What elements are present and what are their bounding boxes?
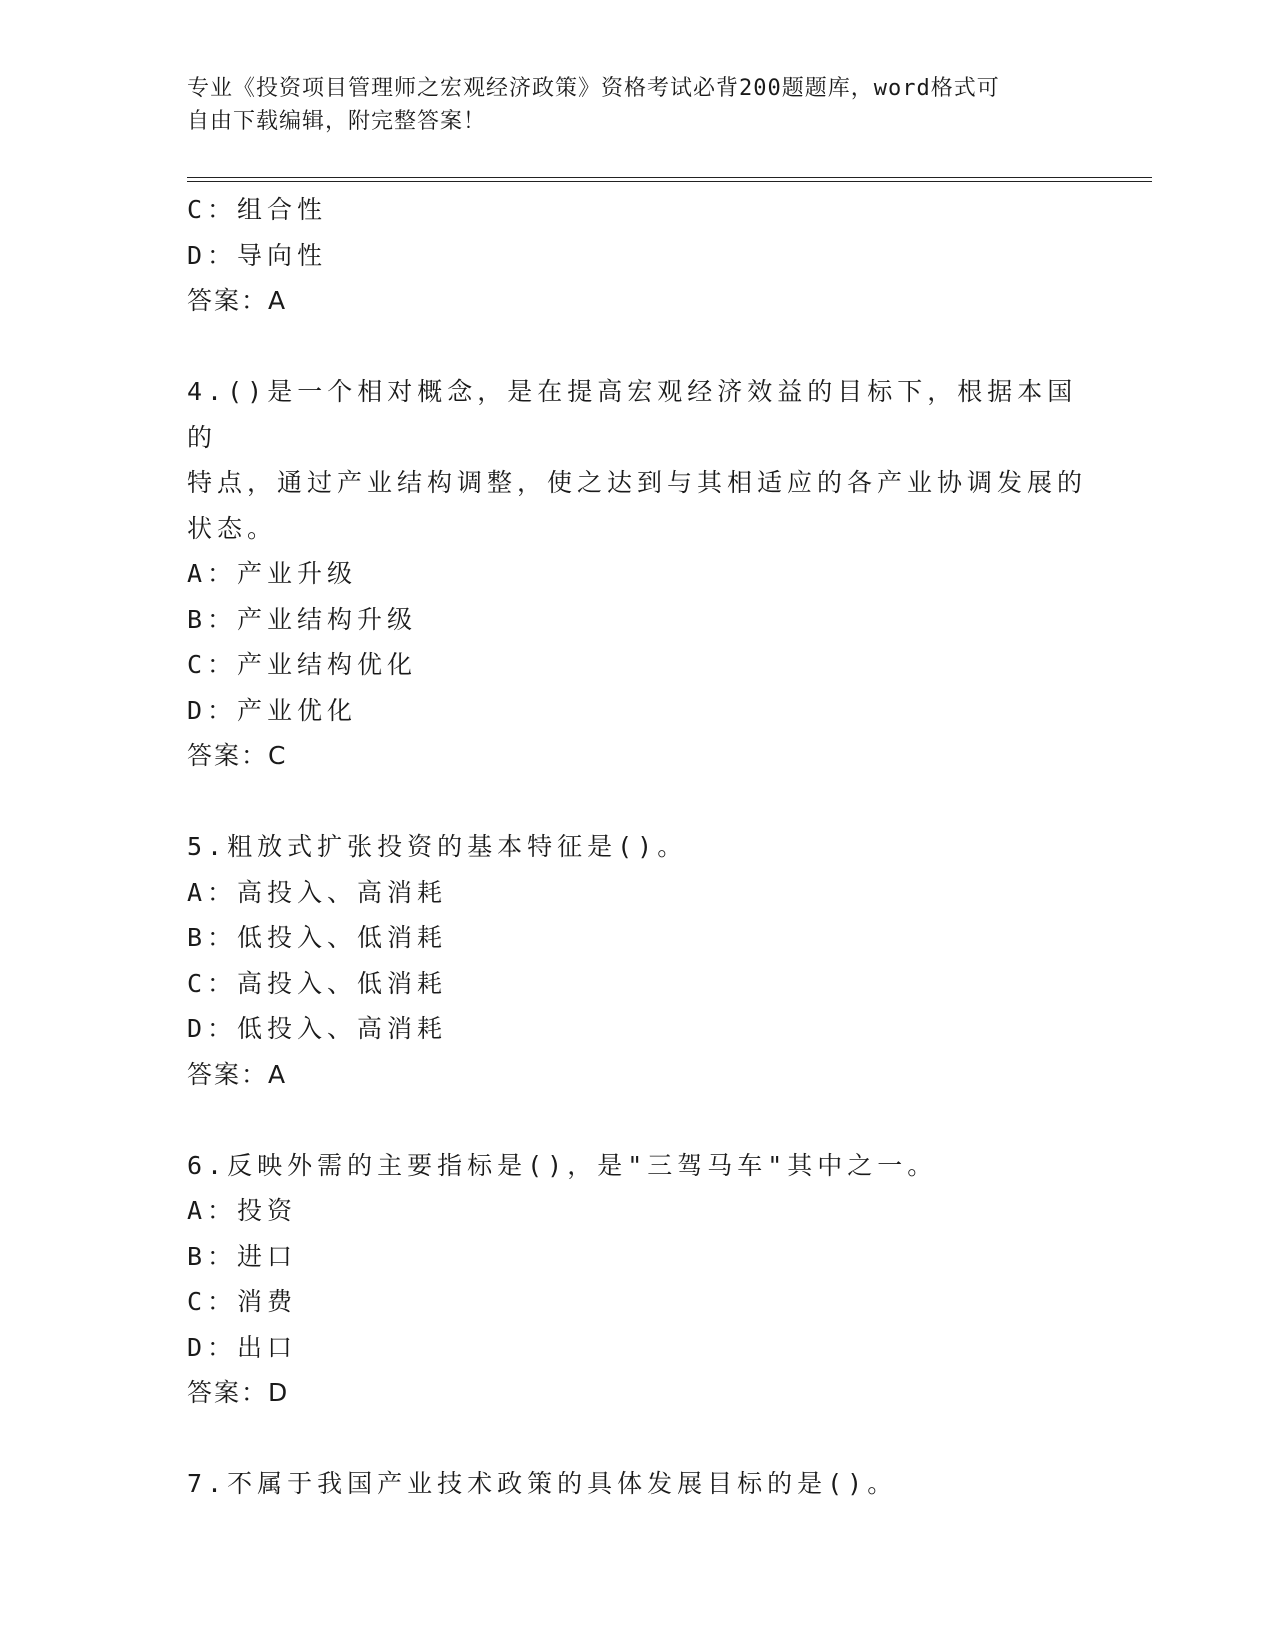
option-c: C：产业结构优化 <box>187 650 418 679</box>
spacer <box>187 1097 1087 1143</box>
header-divider-top <box>187 177 1152 178</box>
question-4 <box>187 369 1087 779</box>
question-7 <box>187 1461 1087 1507</box>
spacer <box>187 324 1087 370</box>
option-c: C：高投入、低消耗 <box>187 968 448 998</box>
option-c: C：组合性 <box>187 195 328 224</box>
question-stem: 7.不属于我国产业技术政策的具体发展目标的是()。 <box>187 1469 898 1498</box>
option-b: B：低投入、低消耗 <box>187 923 448 952</box>
option-b: B：进口 <box>187 1241 298 1271</box>
option-b: B：产业结构升级 <box>187 604 418 634</box>
header-line-2: 自由下载编辑，附完整答案！ <box>187 109 487 134</box>
answer: 答案：A <box>187 1059 288 1089</box>
document-header <box>187 72 1087 138</box>
question-list <box>187 187 1087 1507</box>
answer: 答案：C <box>187 741 288 770</box>
spacer <box>187 1416 1087 1462</box>
answer: 答案：A <box>187 286 288 315</box>
header-divider-bottom <box>187 181 1152 182</box>
question-5 <box>187 824 1087 1097</box>
option-a: A：投资 <box>187 1196 298 1225</box>
option-d: D：出口 <box>187 1332 298 1362</box>
spacer <box>187 779 1087 825</box>
answer: 答案：D <box>187 1378 290 1407</box>
question-stem-line: 特点，通过产业结构调整，使之达到与其相适应的各产业协调发展的 <box>187 468 1088 497</box>
option-d: D：低投入、高消耗 <box>187 1014 448 1043</box>
option-a: A：高投入、高消耗 <box>187 877 448 907</box>
option-d: D：产业优化 <box>187 695 358 725</box>
question-stem-line: 状态。 <box>187 513 278 543</box>
option-d: D：导向性 <box>187 240 328 270</box>
question-stem: 5.粗放式扩张投资的基本特征是()。 <box>187 832 688 861</box>
question-stem: 6.反映外需的主要指标是()，是"三驾马车"其中之一。 <box>187 1150 938 1180</box>
option-a: A：产业升级 <box>187 559 358 588</box>
header-line-1: 专业《投资项目管理师之宏观经济政策》资格考试必背200题题库，word格式可 <box>187 76 1000 101</box>
option-c: C：消费 <box>187 1287 298 1316</box>
question-3-tail <box>187 187 1087 324</box>
question-stem-line: 4.()是一个相对概念，是在提高宏观经济效益的目标下，根据本国的 <box>187 377 1078 452</box>
question-6 <box>187 1143 1087 1416</box>
